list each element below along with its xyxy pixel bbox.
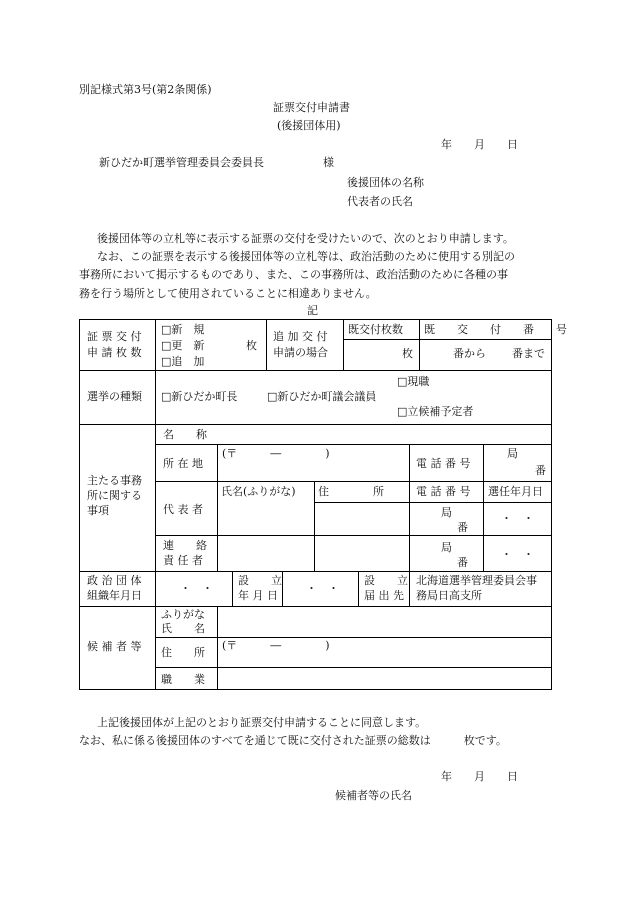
issued-count-label: 既交付枚数 <box>348 323 403 336</box>
office-ban: 番 <box>535 464 546 477</box>
rep-kyoku: 局 <box>441 506 452 519</box>
rep-phone-label: 電 話 番 号 <box>416 485 471 498</box>
office-name-label: 名 称 <box>163 428 207 441</box>
group-name-label: 後援団体の名称 <box>347 176 424 189</box>
rep-date-dots: ・ ・ <box>501 512 534 525</box>
option-new[interactable]: □新 規 <box>161 323 205 336</box>
office-phone-label: 電 話 番 号 <box>416 457 471 470</box>
liaison-date-dots: ・ ・ <box>501 548 534 561</box>
office-address-label: 所 在 地 <box>163 457 203 470</box>
mai-label: 枚 <box>246 339 257 352</box>
form-number: 別記様式第3号(第2条関係) <box>79 83 212 96</box>
footer-date-line: 年 月 日 <box>441 770 518 783</box>
rep-address-label: 住 所 <box>318 485 384 498</box>
liaison-ban: 番 <box>457 556 468 569</box>
setsuritsu-date-dots: ・ ・ <box>306 582 339 595</box>
candidate-address-label: 住 所 <box>161 646 205 659</box>
rep-label: 代 表 者 <box>163 503 203 516</box>
election-type-label: 選挙の種類 <box>87 390 142 403</box>
rep-ban: 番 <box>457 521 468 534</box>
candidate-name-label: 候補者等の氏名 <box>335 789 412 802</box>
r1-label-2: 申 請 枚 数 <box>87 346 142 359</box>
addressee: 新ひだか町選挙管理委員会委員長 <box>99 156 264 169</box>
pg-date-dots: ・ ・ <box>180 582 213 595</box>
todoke-value-2: 務局日高支所 <box>416 589 482 602</box>
paragraph-2-line2: 事務所において掲示するものであり、また、この事務所は、政治活動のために各種の事 <box>79 268 508 281</box>
mai2-label: 枚 <box>402 347 413 360</box>
todoke-label-1: 設 立 <box>364 574 408 587</box>
option-add[interactable]: □追 加 <box>161 355 205 368</box>
rep-name-furigana: 氏名(ふりがな) <box>221 485 296 498</box>
paragraph-1: 後援団体等の立札等に表示する証票の交付を受けたいので、次のとおり申請します。 <box>97 232 514 245</box>
liaison-kyoku: 局 <box>441 541 452 554</box>
consent-line-1: 上記後援団体が上記のとおり証票交付申請することに同意します。 <box>97 716 427 729</box>
ban-to: 番まで <box>512 347 545 360</box>
paragraph-2-line3: 務を行う場所として使用されていることに相違ありません。 <box>79 287 377 300</box>
setsuritsu-label-2: 年 月 日 <box>238 589 278 602</box>
todoke-value-1: 北海道選挙管理委員会事 <box>416 574 537 587</box>
occupation-label: 職 業 <box>161 673 205 686</box>
candidate-label: 候 補 者 等 <box>87 640 142 653</box>
rep-name-label: 代表者の氏名 <box>347 195 413 208</box>
option-incumbent[interactable]: □現職 <box>397 375 430 388</box>
shimei-label: 氏 名 <box>161 622 205 635</box>
r1-label-1: 証 票 交 付 <box>87 330 142 343</box>
office-label-3: 事項 <box>87 504 109 517</box>
date-line: 年 月 日 <box>441 138 518 151</box>
pg-date-label-2: 組織年月日 <box>87 589 142 602</box>
form-subtitle: (後援団体用) <box>277 119 341 132</box>
todoke-label-2: 届 出 先 <box>364 589 404 602</box>
application-table <box>79 319 567 690</box>
ban-from: 番から <box>453 347 486 360</box>
issued-number-label: 既 交 付 番 号 <box>424 323 567 336</box>
form-title: 証票交付申請書 <box>273 101 350 114</box>
option-council[interactable]: □新ひだか町議会議員 <box>267 390 377 403</box>
furigana-label: ふりがな <box>161 608 205 621</box>
consent-line-2: なお、私に係る後援団体のすべてを通じて既に交付された証票の総数は 枚です。 <box>79 734 507 747</box>
liaison-label-2: 責 任 者 <box>163 554 203 567</box>
setsuritsu-label-1: 設 立 <box>238 574 282 587</box>
add-label-1: 追 加 交 付 <box>273 330 328 343</box>
candidate-postal: (〒 ― ) <box>222 639 330 652</box>
option-candidate[interactable]: □立候補予定者 <box>397 405 474 418</box>
office-label-1: 主たる事務 <box>87 474 142 487</box>
liaison-label-1: 連 絡 <box>163 539 207 552</box>
ki-label: 記 <box>307 304 318 317</box>
add-label-2: 申請の場合 <box>273 346 328 359</box>
paragraph-2-line1: なお、この証票を表示する後援団体等の立札等は、政治活動のために使用する別記の <box>97 250 515 263</box>
office-postal: (〒 ― ) <box>222 447 330 460</box>
pg-date-label-1: 政 治 団 体 <box>87 574 142 587</box>
office-label-2: 所に関する <box>87 489 142 502</box>
sama: 様 <box>323 156 334 169</box>
rep-senin-label: 選任年月日 <box>488 485 543 498</box>
option-renew[interactable]: □更 新 <box>161 339 205 352</box>
option-mayor[interactable]: □新ひだか町長 <box>161 390 238 403</box>
office-kyoku: 局 <box>507 447 518 460</box>
